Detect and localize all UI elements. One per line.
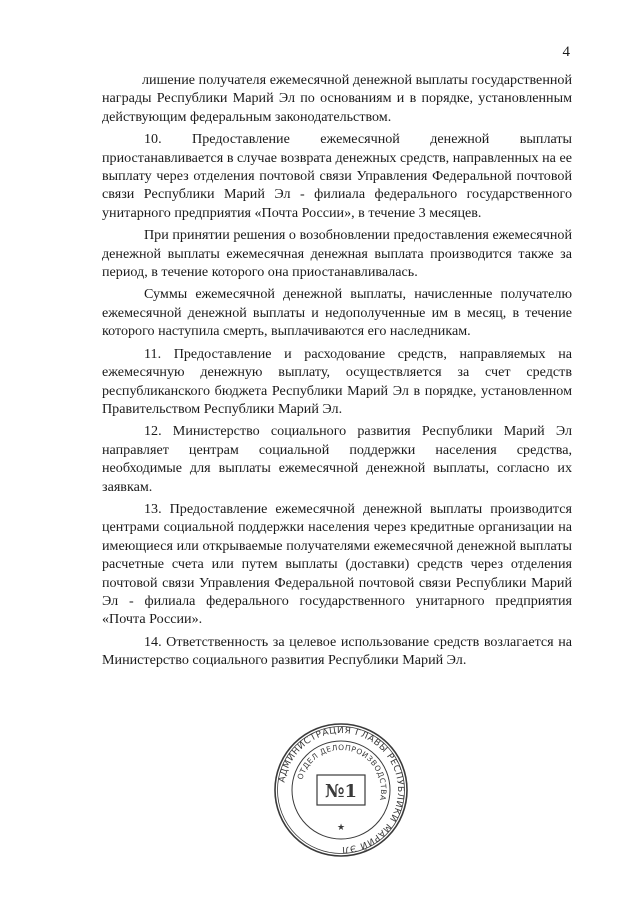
- paragraph-8: 14. Ответственность за целевое использование средств возлагается на Министерство социального развития Республики Марий Эл.: [102, 633, 572, 669]
- star-icon: ★: [336, 822, 346, 832]
- stamp-center-number: №1: [324, 781, 358, 802]
- paragraph-3: При принятии решения о возобновлении предоставления ежемесячной денежной выплаты ежемесячная денежная выплата производится также за период, в течение которого она приостанавливалась.: [102, 227, 572, 281]
- paragraph-7: 13. Предоставление ежемесячной денежной выплаты производится центрами социальной поддержки населения через кредитные организации на имеющиеся или открываемые получателями ежемесячной денежной выплаты расчетные счета или путем выплаты (доставки) средств через отделения почтовой связи Управления Федеральной почтовой связи Республики Марий Эл - филиала федерального государственного унитарного предприятия «Почта России».: [102, 500, 572, 628]
- stamp-outer-text: АДМИНИСТРАЦИЯ ГЛАВЫ РЕСПУБЛИКИ МАРИЙ ЭЛ: [277, 725, 406, 855]
- paragraph-4: Суммы ежемесячной денежной выплаты, начисленные получателю ежемесячной денежной выплаты и недополученные им в месяц, в течение которого наступила смерть, выплачиваются его наследникам.: [102, 286, 572, 340]
- page-number: 4: [562, 44, 570, 60]
- document-body: [102, 71, 572, 674]
- stamp-inner-text: ОТДЕЛ ДЕЛОПРОИЗВОДСТВА: [295, 742, 389, 802]
- paragraph-5: 11. Предоставление и расходование средств, направляемых на ежемесячную денежную выплату, осуществляется за счет средств республиканского бюджета Республики Марий Эл в порядке, установленном Правительством Республики Марий Эл.: [102, 345, 572, 417]
- official-stamp: [273, 722, 409, 858]
- paragraph-1: лишение получателя ежемесячной денежной выплаты государственной награды Республики Марий Эл по основаниям и в порядке, установленным действующим федеральным законодательством.: [102, 72, 572, 125]
- paragraph-2: 10. Предоставление ежемесячной денежной выплаты приостанавливается в случае возврата денежных средств, направленных на ее выплату через отделения почтовой связи Управления Федеральной почтовой связи Республики Марий Эл - филиала федерального государственного унитарного предприятия «Почта России», в течение 3 месяцев.: [102, 131, 572, 221]
- paragraph-6: 12. Министерство социального развития Республики Марий Эл направляет центрам социальной поддержки населения средства, необходимые для выплаты ежемесячной денежной выплаты, согласно их заявкам.: [102, 423, 572, 495]
